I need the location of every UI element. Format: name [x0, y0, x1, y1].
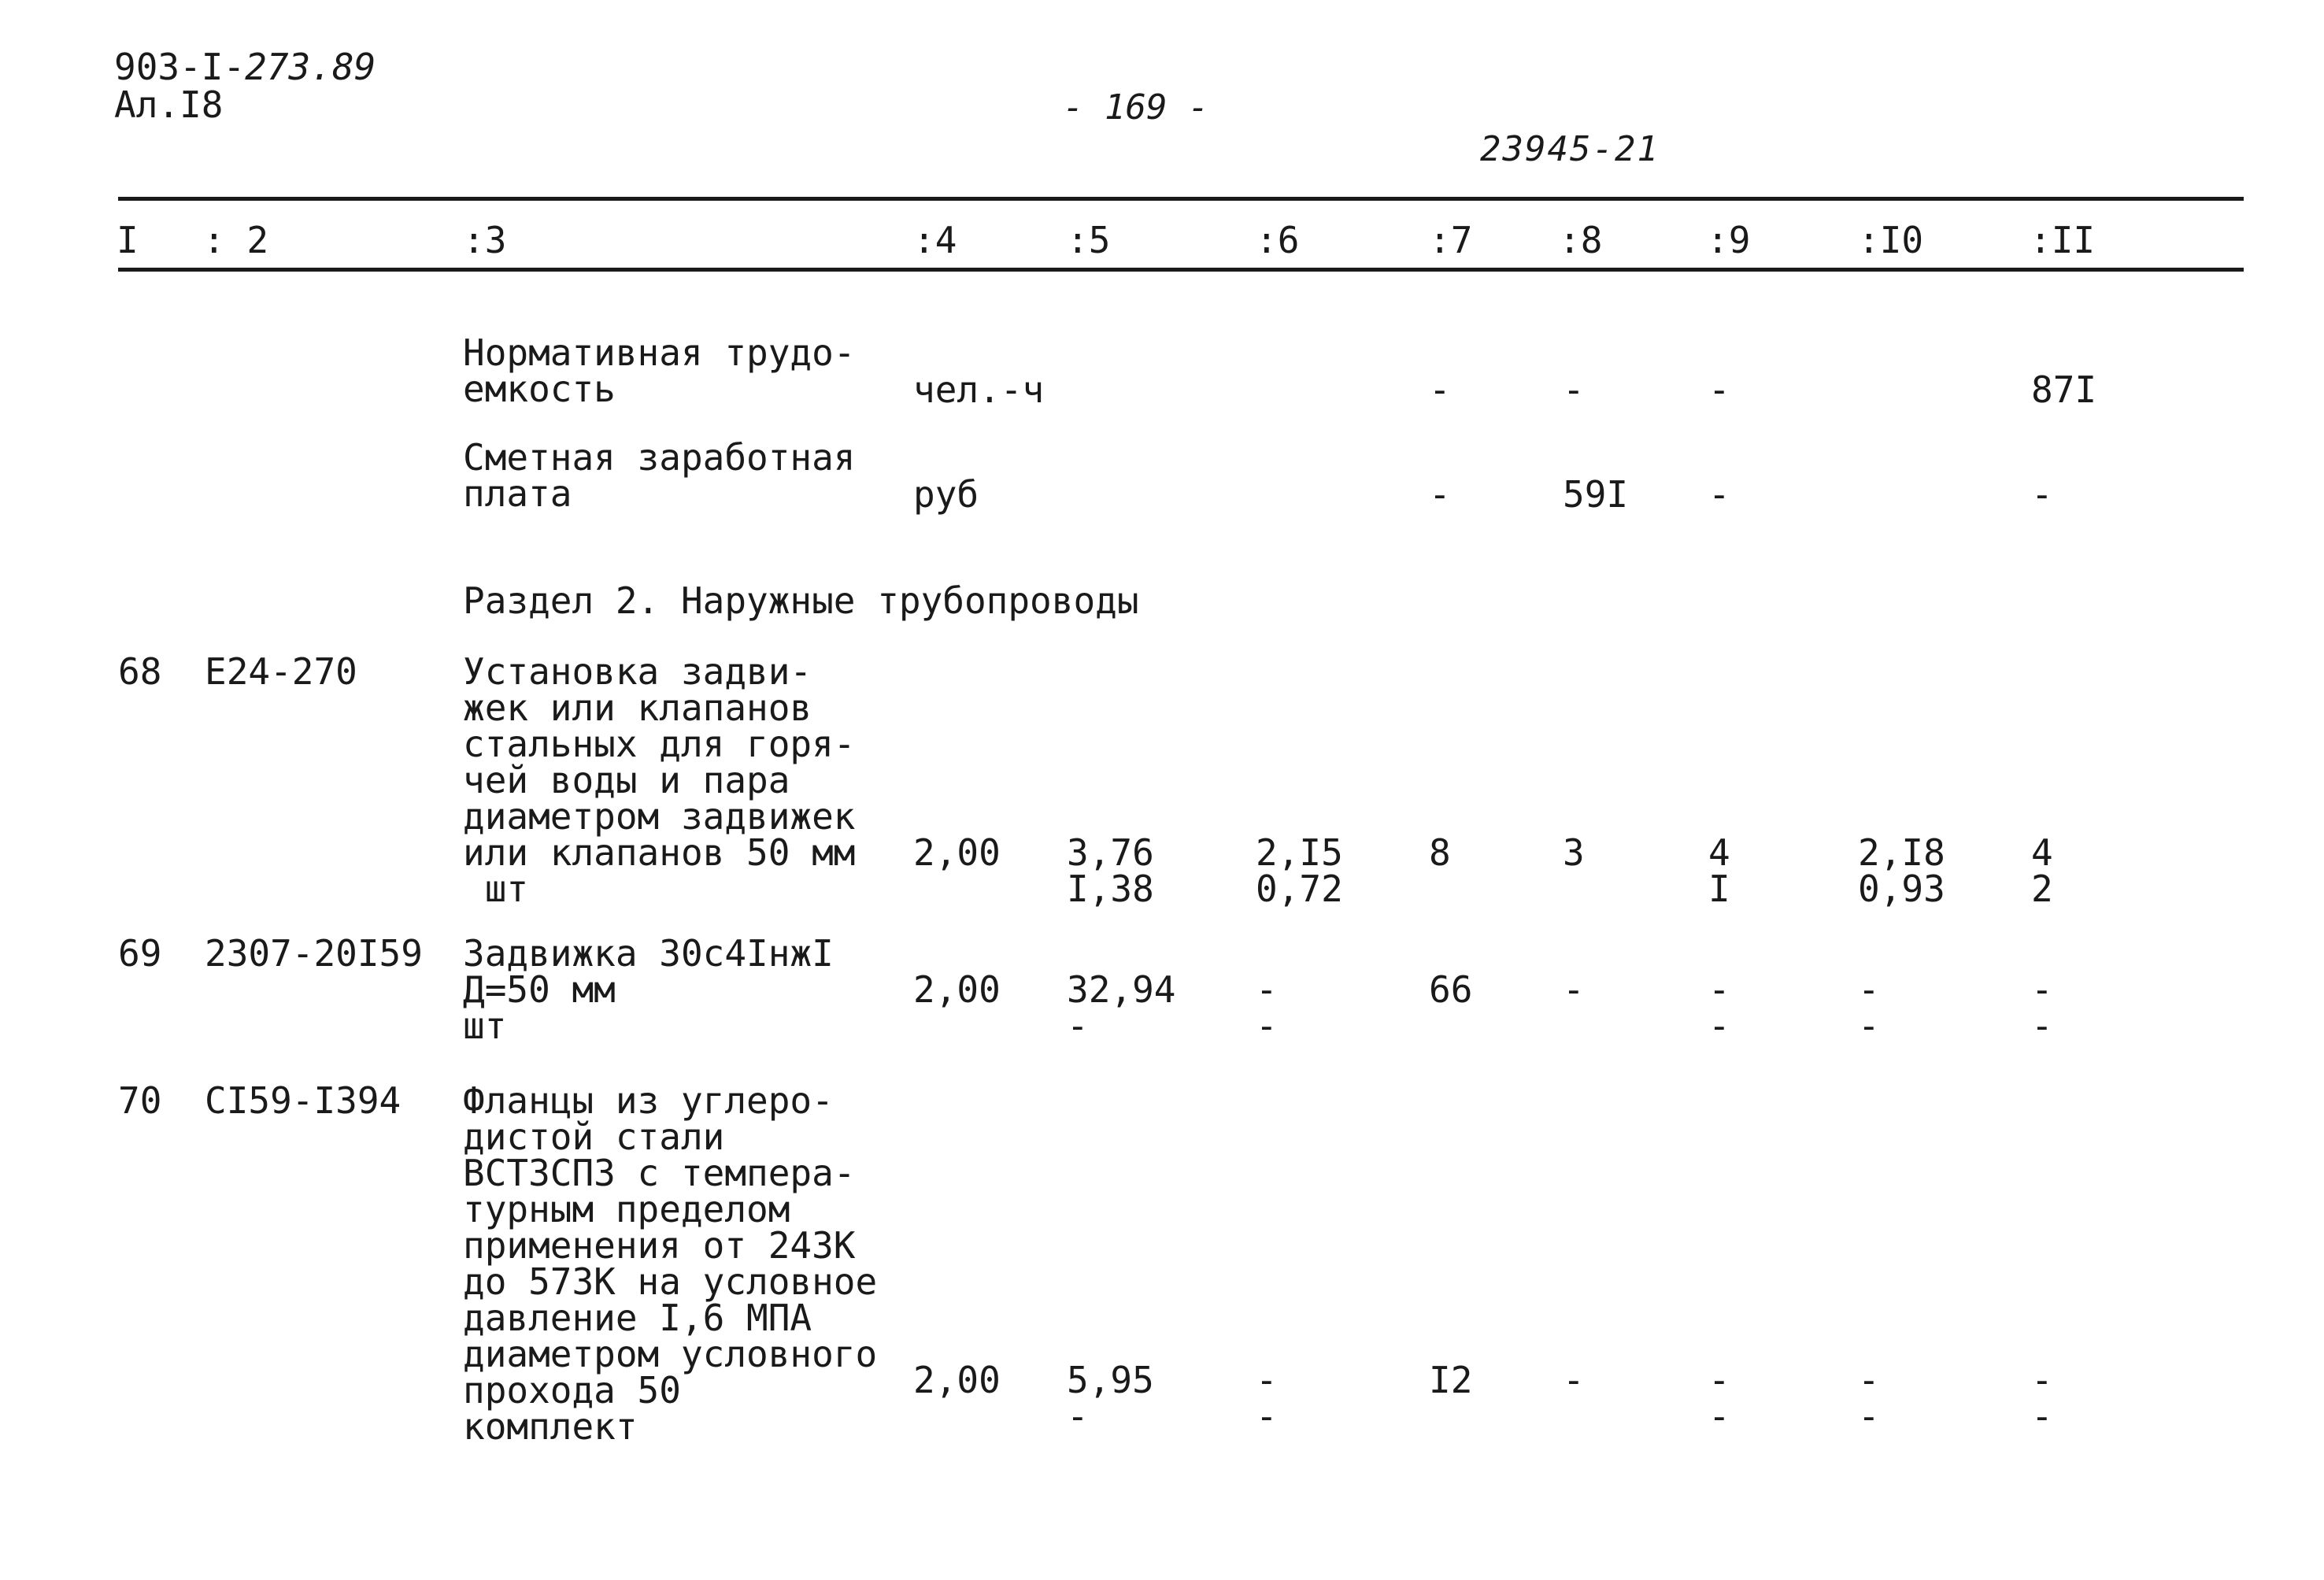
- summary-labor-col8: -: [1563, 368, 1585, 411]
- album-label: Ал.I8: [114, 83, 224, 126]
- summary-labor-col9: -: [1708, 368, 1730, 411]
- row-description: Задвижка 30с4IнжI Д=50 мм шт: [463, 932, 834, 1047]
- column-header-6: :6: [1256, 219, 1300, 261]
- row-col8: -: [1563, 1359, 1585, 1401]
- row-col10: - -: [1858, 968, 1880, 1047]
- row-description: Установка задви- жек или клапанов стальных для горя- чей воды и пара диаметром задвижек или клапанов 50 мм шт: [463, 650, 856, 910]
- document-code: [114, 46, 376, 88]
- row-col8: 3: [1563, 831, 1585, 874]
- column-header-2: : 2: [203, 219, 269, 261]
- summary-labor-unit: чел.-ч: [913, 368, 1045, 411]
- row-col8: -: [1563, 968, 1585, 1011]
- column-header-11: :II: [2030, 219, 2096, 261]
- column-header-1: I: [117, 219, 139, 261]
- summary-labor-col11: 87I: [2031, 368, 2097, 411]
- page-number: - 169 -: [1063, 87, 1209, 128]
- row-code: Е24-270: [205, 650, 357, 693]
- row-quantity: 2,00: [913, 968, 1001, 1011]
- header-top-rule: [118, 197, 2244, 201]
- column-header-8: :8: [1559, 219, 1603, 261]
- row-col11: - -: [2031, 968, 2053, 1047]
- row-col5: 3,76 I,38: [1067, 831, 1154, 910]
- row-col9: - -: [1708, 968, 1730, 1047]
- row-col6: 2,I5 0,72: [1256, 831, 1343, 910]
- row-code: 2307-20I59: [205, 932, 423, 975]
- row-col10: 2,I8 0,93: [1858, 831, 1945, 910]
- column-header-7: :7: [1429, 219, 1473, 261]
- row-number: 68: [118, 650, 162, 693]
- row-col6: - -: [1256, 1359, 1278, 1438]
- column-header-9: :9: [1707, 219, 1751, 261]
- summary-wages-col7: -: [1429, 473, 1451, 516]
- row-quantity: 2,00: [913, 1359, 1001, 1401]
- summary-wages-col9: -: [1708, 473, 1730, 516]
- column-header-5: :5: [1067, 219, 1111, 261]
- row-col5: 5,95 -: [1067, 1359, 1154, 1438]
- row-col11: 4 2: [2031, 831, 2053, 910]
- summary-wages-col8: 59I: [1563, 473, 1629, 516]
- summary-wages-name: Сметная заработная плата: [463, 436, 856, 515]
- row-col11: - -: [2031, 1359, 2053, 1438]
- summary-labor-name: Нормативная трудо- емкость: [463, 331, 856, 410]
- row-col9: 4 I: [1708, 831, 1730, 910]
- column-header-3: :3: [463, 219, 507, 261]
- header-bottom-rule: [118, 268, 2244, 272]
- row-col5: 32,94 -: [1067, 968, 1176, 1047]
- row-code: СI59-I394: [205, 1079, 402, 1122]
- document-code-prefix: 903-I-: [114, 46, 246, 88]
- row-number: 70: [118, 1079, 162, 1122]
- row-col7: 66: [1429, 968, 1473, 1011]
- summary-wages-unit: руб: [913, 473, 979, 516]
- summary-wages-col11: -: [2031, 473, 2053, 516]
- column-header-10: :I0: [1858, 219, 1924, 261]
- row-col9: - -: [1708, 1359, 1730, 1438]
- document-code-handwritten: 273.89: [245, 46, 376, 88]
- summary-labor-col7: -: [1429, 368, 1451, 411]
- section-title: Раздел 2. Наружные трубопроводы: [463, 579, 1139, 622]
- row-number: 69: [118, 932, 162, 975]
- stamp-number: 23945-21: [1480, 129, 1660, 169]
- row-col7: I2: [1429, 1359, 1473, 1401]
- row-col10: - -: [1858, 1359, 1880, 1438]
- row-col7: 8: [1429, 831, 1451, 874]
- row-quantity: 2,00: [913, 831, 1001, 874]
- row-description: Фланцы из углеро- дистой стали ВСТ3СП3 с темпера- турным пределом применения от 243К до 573К на условное давление I,6 МПА диаметром условного прохода 50 комплект: [463, 1079, 878, 1448]
- row-col6: - -: [1256, 968, 1278, 1047]
- column-header-4: :4: [913, 219, 957, 261]
